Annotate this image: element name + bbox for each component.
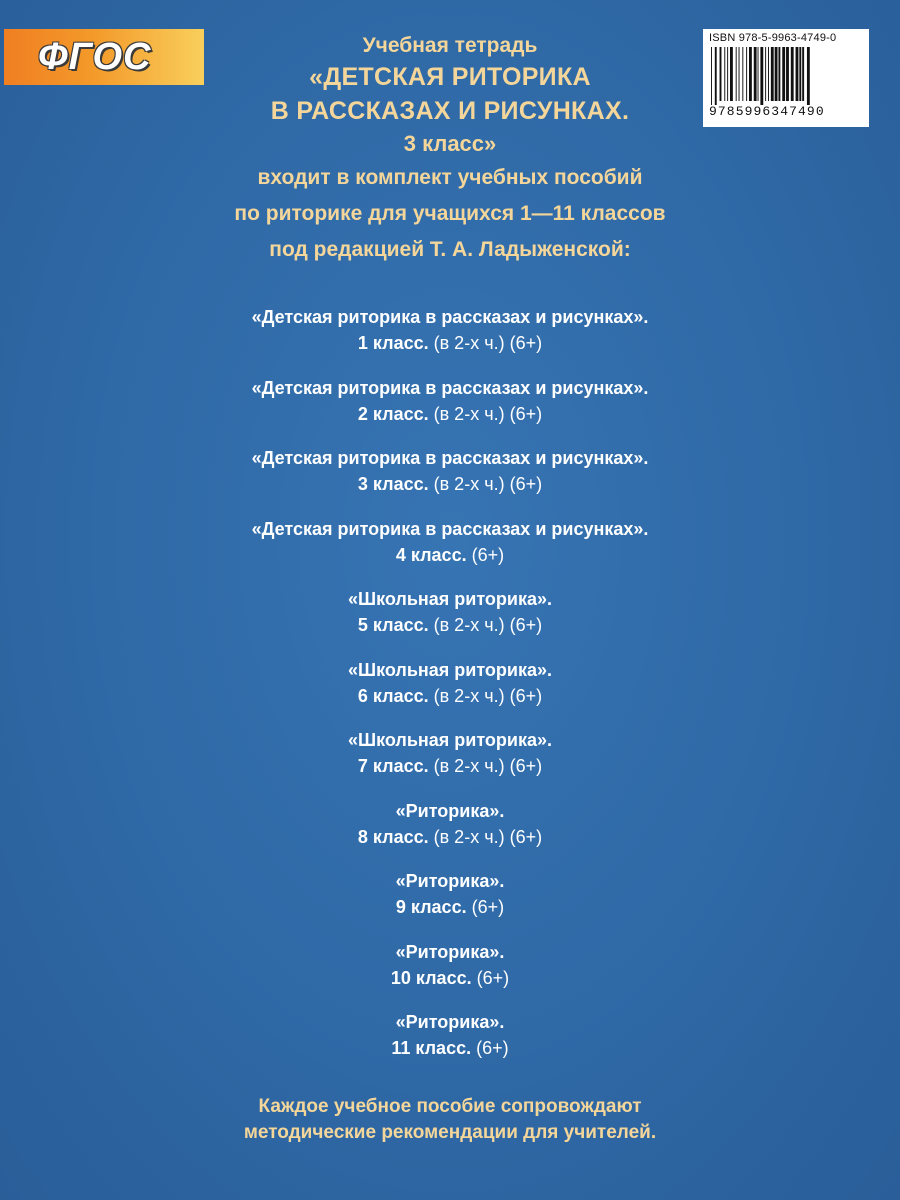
footer-line1: Каждое учебное пособие сопровождают xyxy=(258,1096,642,1117)
series-item-grade: 5 класс. xyxy=(357,615,429,635)
series-item xyxy=(150,727,750,798)
series-list xyxy=(150,304,750,1080)
series-item xyxy=(150,868,750,939)
barcode-bar xyxy=(791,47,794,101)
series-item-age-rating: (6+) xyxy=(471,544,505,565)
barcode-bar xyxy=(802,47,804,101)
series-item-details xyxy=(150,894,750,920)
series-item xyxy=(150,1009,750,1080)
series-item-details xyxy=(150,965,750,991)
barcode-bar xyxy=(786,47,789,101)
series-description-line3: под редакцией Т. А. Ладыженской: xyxy=(269,238,631,261)
series-description-line1: входит в комплект учебных пособий xyxy=(257,166,643,189)
series-item-age-rating: (6+) xyxy=(509,756,543,776)
series-item-age-rating: (6+) xyxy=(509,403,543,424)
series-item-title: «Детская риторика в рассказах и рисунках». xyxy=(251,377,649,398)
series-item-grade: 9 класс. xyxy=(395,897,467,917)
series-item-title: «Риторика». xyxy=(395,871,505,891)
series-item-grade: 11 класс. xyxy=(391,1038,472,1058)
series-item xyxy=(150,798,750,869)
series-item-details xyxy=(150,330,750,356)
series-item-title: «Риторика». xyxy=(395,941,505,962)
series-item-age-rating: (6+) xyxy=(509,615,543,635)
series-item-title: «Школьная риторика». xyxy=(347,659,553,680)
series-item xyxy=(150,445,750,516)
series-item-age-rating: (6+) xyxy=(476,967,510,988)
barcode-bar xyxy=(771,47,774,101)
series-item-details xyxy=(150,824,750,850)
barcode-bar xyxy=(782,47,785,101)
series-item-grade: 2 класс. xyxy=(357,403,429,424)
series-item-age-rating: (6+) xyxy=(509,826,543,847)
series-item-details xyxy=(150,612,750,638)
series-item-title: «Школьная риторика». xyxy=(347,589,553,609)
series-item-details xyxy=(150,683,750,709)
series-item-title: «Риторика». xyxy=(395,1012,505,1032)
series-item xyxy=(150,657,750,728)
barcode-bar xyxy=(796,47,799,101)
series-item-title: «Риторика». xyxy=(395,800,505,821)
series-item-parts: (в 2-х ч.) xyxy=(433,756,505,776)
series-description-line2: по риторике для учащихся 1—11 классов xyxy=(234,202,666,225)
barcode-bar xyxy=(775,47,778,101)
footer-note xyxy=(150,1094,750,1146)
barcode-bar xyxy=(807,47,810,105)
series-item-details xyxy=(150,542,750,568)
barcode-bar xyxy=(778,47,780,101)
series-item-parts: (в 2-х ч.) xyxy=(433,403,505,424)
series-item-parts: (в 2-х ч.) xyxy=(433,615,505,635)
series-item-title: «Детская риторика в рассказах и рисунках». xyxy=(251,448,649,468)
fgos-label: ФГОС xyxy=(38,35,152,78)
series-item xyxy=(150,304,750,375)
header-block xyxy=(130,32,770,268)
series-item-grade: 6 класс. xyxy=(357,685,429,706)
series-item-details xyxy=(150,471,750,497)
book-grade: 3 класс» xyxy=(403,131,497,156)
series-item-details xyxy=(150,1035,750,1061)
series-item-grade: 4 класс. xyxy=(395,544,467,565)
barcode-digits: 9785996347490 xyxy=(709,104,825,119)
workbook-label: Учебная тетрадь xyxy=(362,34,538,57)
book-title-line1: «ДЕТСКАЯ РИТОРИКА xyxy=(309,63,591,91)
series-item-age-rating: (6+) xyxy=(509,474,543,494)
isbn-number: ISBN 978-5-9963-4749-0 xyxy=(709,32,837,44)
series-item xyxy=(150,516,750,587)
barcode-bar xyxy=(799,47,801,101)
series-item-grade: 3 класс. xyxy=(357,474,429,494)
series-item xyxy=(150,586,750,657)
series-item-grade: 7 класс. xyxy=(357,756,429,776)
footer-line2: методические рекомендации для учителей. xyxy=(243,1122,657,1143)
series-item-details xyxy=(150,753,750,779)
series-item xyxy=(150,375,750,446)
series-item-title: «Детская риторика в рассказах и рисунках». xyxy=(251,307,649,327)
series-item-age-rating: (6+) xyxy=(509,333,543,353)
series-item-parts: (в 2-х ч.) xyxy=(433,685,505,706)
series-item-title: «Школьная риторика». xyxy=(347,730,553,750)
series-item-title: «Детская риторика в рассказах и рисунках». xyxy=(251,518,649,539)
book-title-line2: В РАССКАЗАХ И РИСУНКАХ. xyxy=(270,97,630,125)
series-item-age-rating: (6+) xyxy=(509,685,543,706)
series-item-parts: (в 2-х ч.) xyxy=(433,474,505,494)
series-item-age-rating: (6+) xyxy=(471,897,505,917)
series-item-parts: (в 2-х ч.) xyxy=(433,333,505,353)
series-item xyxy=(150,939,750,1010)
series-item-grade: 1 класс. xyxy=(357,333,429,353)
series-item-age-rating: (6+) xyxy=(476,1038,509,1058)
series-item-parts: (в 2-х ч.) xyxy=(433,826,505,847)
series-item-details xyxy=(150,401,750,427)
series-item-grade: 10 класс. xyxy=(390,967,472,988)
series-item-grade: 8 класс. xyxy=(357,826,429,847)
